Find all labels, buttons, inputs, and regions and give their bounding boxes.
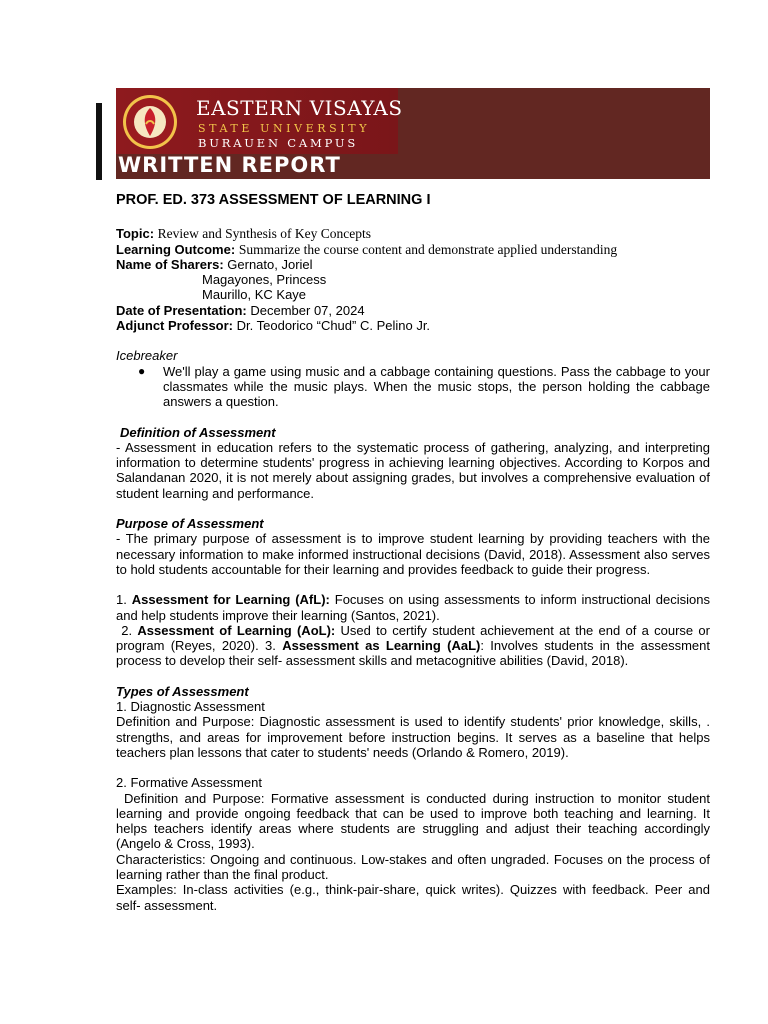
- outcome-label: Learning Outcome:: [116, 241, 236, 257]
- afl-text: Focuses on using assessments to inform instructional decisions and help students improve their learning (Santos, 2021).: [116, 592, 710, 623]
- sharers-label: Name of Sharers:: [116, 256, 224, 272]
- afl-label: Assessment for Learning (AfL):: [131, 592, 330, 608]
- definition-text: - Assessment in education refers to the systematic process of gathering, analyzing, and interpreting information to determine students' progress in achieving learning objectives. According to Korpos and Salandanan 2020, it is not merely about assigning grades, but involves a comprehensive evaluation of student learning and performance.: [116, 439, 710, 501]
- left-accent-bar: [96, 103, 102, 180]
- university-name: EASTERN VISAYAS: [196, 96, 403, 120]
- topic-label: Topic:: [116, 226, 155, 242]
- icebreaker-text: We'll play a game using music and a cabbage containing questions. Pass the cabbage to your classmates while the music plays. When the music stops, the person holding the cabbage answers a question.: [163, 363, 710, 410]
- purpose-text: - The primary purpose of assessment is to improve student learning by providing teachers with the necessary information to make informed instructional decisions (David, 2018). Assessment also serves to hold students accountable for their learning and provides feedback to guide their progress.: [116, 531, 710, 577]
- university-subtitle: STATE UNIVERSITY: [198, 122, 371, 135]
- afl-number: 1.: [116, 592, 127, 608]
- topic-line: [116, 226, 710, 241]
- afl-item: [116, 592, 710, 623]
- aal-label: Assessment as Learning (AaL): [282, 638, 481, 654]
- topic-value: Review and Synthesis of Key Concepts: [157, 226, 371, 242]
- definition-heading: Definition of Assessment: [120, 424, 276, 440]
- date-value: December 07, 2024: [250, 302, 365, 318]
- sharer-name: Maurillo, KC Kaye: [202, 287, 307, 303]
- professor-value: Dr. Teodorico “Chud” C. Pelino Jr.: [236, 318, 431, 334]
- aol-item: [116, 623, 710, 669]
- diagnostic-title: 1. Diagnostic Assessment: [116, 699, 265, 715]
- university-seal-icon: [122, 94, 178, 150]
- aol-number: 2.: [121, 622, 133, 638]
- date-label: Date of Presentation:: [116, 302, 247, 318]
- report-header: [116, 88, 710, 179]
- formative-examples: Examples: In-class activities (e.g., think-pair-share, quick writes). Quizzes with feedback. Peer and self- assessment.: [116, 882, 710, 913]
- outcome-value: Summarize the course content and demonstrate applied understanding: [238, 241, 618, 257]
- icebreaker-heading: Icebreaker: [116, 348, 178, 364]
- document-body: [116, 193, 710, 913]
- formative-text: Definition and Purpose: Formative assessment is conducted during instruction to monitor student learning and provide ongoing feedback that can be used to improve both teaching and learning. It helps teachers identify areas where students are struggling and adjust their teaching accordingly (Angelo & Cross, 1993).: [116, 790, 710, 852]
- aol-label: Assessment of Learning (AoL):: [137, 622, 336, 638]
- sharers-line: [116, 257, 710, 272]
- purpose-heading: Purpose of Assessment: [116, 516, 264, 532]
- sharer-name: Gernato, Joriel: [227, 256, 313, 272]
- sharer-name: Magayones, Princess: [202, 272, 327, 288]
- campus-name: BURAUEN CAMPUS: [198, 136, 359, 150]
- formative-characteristics: Characteristics: Ongoing and continuous. Low-stakes and often ungraded. Focuses on the process of learning rather than the final product.: [116, 851, 710, 882]
- bullet-icon: ●: [138, 363, 146, 378]
- date-line: [116, 303, 710, 318]
- professor-label: Adjunct Professor:: [116, 318, 234, 334]
- formative-title: 2. Formative Assessment: [116, 775, 262, 791]
- icebreaker-bullet: [116, 364, 710, 410]
- course-title: PROF. ED. 373 ASSESSMENT OF LEARNING I: [116, 192, 431, 208]
- professor-line: [116, 318, 710, 333]
- diagnostic-text: Definition and Purpose: Diagnostic assessment is used to identify students' prior knowledge, skills, . strengths, and areas for improvement before instruction begins. It serves as a baseline that helps teachers plan lessons that cater to students' needs (Orlando & Romero, 2019).: [116, 714, 710, 760]
- types-heading: Types of Assessment: [116, 683, 249, 699]
- outcome-line: [116, 242, 710, 257]
- aol-text: Used to certify student achievement at the end of a course or program (Reyes, 2020). 3.: [116, 622, 710, 654]
- university-logo: [116, 88, 403, 154]
- report-title: WRITTEN REPORT: [118, 153, 341, 177]
- aal-text: : Involves students in the assessment process to develop their self- assessment skills and metacognitive abilities (David, 2018).: [116, 638, 710, 669]
